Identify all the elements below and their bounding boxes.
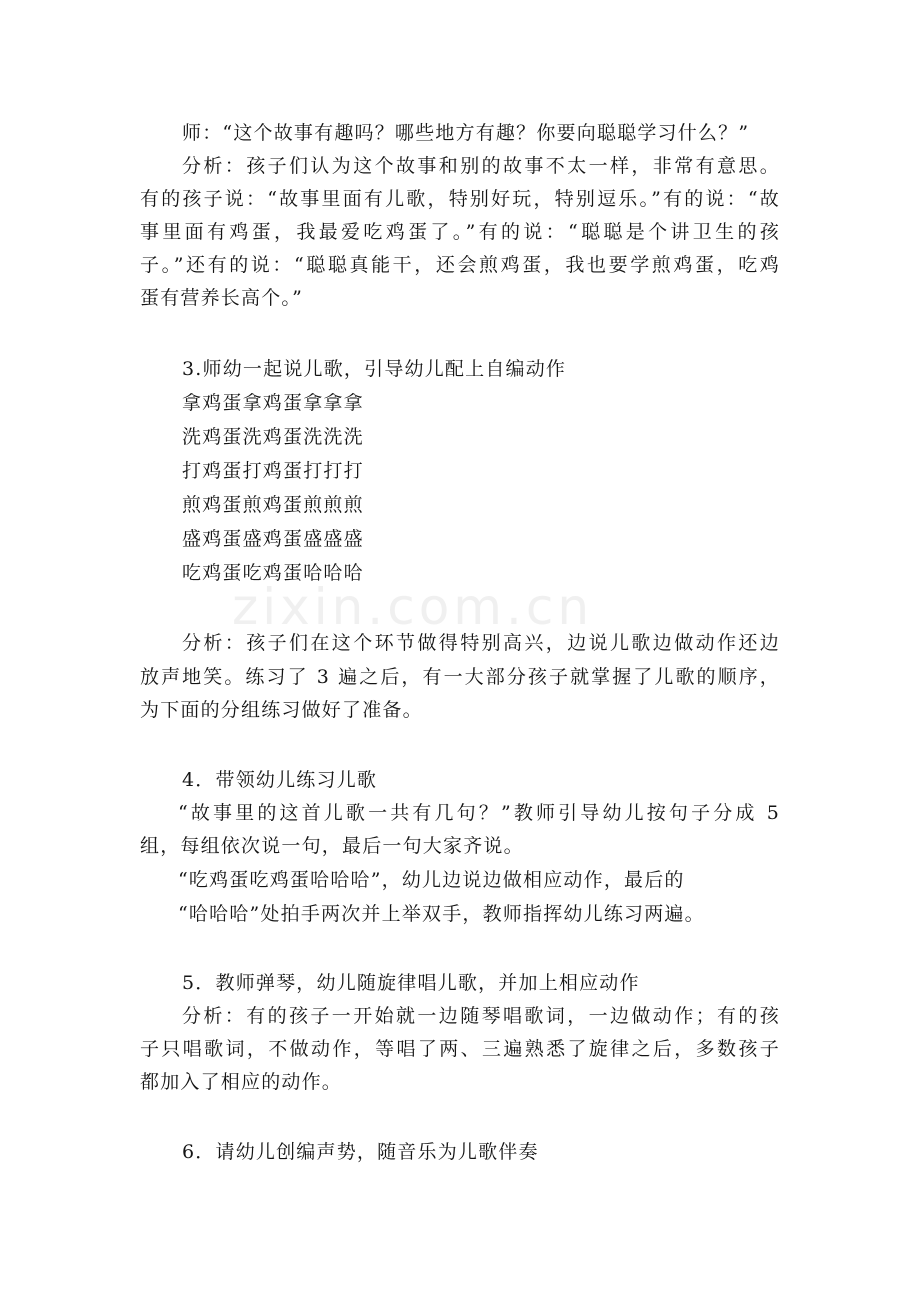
section-heading-4: 4．带领幼儿练习儿歌 <box>182 769 378 791</box>
teacher-question-line: 师：“这个故事有趣吗？哪些地方有趣？你要向聪聪学习什么？” <box>182 122 750 144</box>
analysis-paragraph-line: 子。”还有的说：“聪聪真能干，还会煎鸡蛋，我也要学煎鸡蛋，吃鸡 <box>140 254 780 276</box>
analysis-paragraph-line: 分析：孩子们认为这个故事和别的故事不太一样，非常有意思。 <box>182 155 780 177</box>
analysis-paragraph-line: 有的孩子说：“故事里面有儿歌，特别好玩，特别逗乐。”有的说：“故 <box>140 188 780 210</box>
analysis-paragraph-line: 分析：有的孩子一开始就一边随琴唱歌词，一边做动作；有的孩 <box>182 1005 780 1027</box>
analysis-paragraph-line: 子只唱歌词，不做动作，等唱了两、三遍熟悉了旋律之后，多数孩子 <box>140 1038 780 1060</box>
rhyme-line: 洗鸡蛋洗鸡蛋洗洗洗 <box>182 426 364 448</box>
body-paragraph-line: “吃鸡蛋吃鸡蛋哈哈哈”，幼儿边说边做相应动作，最后的 <box>178 869 685 891</box>
rhyme-line: 打鸡蛋打鸡蛋打打打 <box>182 460 364 482</box>
analysis-paragraph-line: 为下面的分组练习做好了准备。 <box>140 699 423 721</box>
section-heading-5: 5．教师弹琴，幼儿随旋律唱儿歌，并加上相应动作 <box>182 972 640 994</box>
analysis-paragraph-line: 放声地笑。练习了 3 遍之后，有一大部分孩子就掌握了儿歌的顺序， <box>140 666 780 688</box>
rhyme-line: 吃鸡蛋吃鸡蛋哈哈哈 <box>182 562 364 584</box>
body-paragraph-line: “故事里的这首儿歌一共有几句？”教师引导幼儿按句子分成 5 <box>178 802 780 824</box>
section-heading-6: 6．请幼儿创编声势，随音乐为儿歌伴奏 <box>182 1141 539 1163</box>
analysis-paragraph-line: 蛋有营养长高个。” <box>140 287 304 309</box>
analysis-paragraph-line: 事里面有鸡蛋，我最爱吃鸡蛋了。”有的说：“聪聪是个讲卫生的孩 <box>140 221 780 243</box>
rhyme-line: 盛鸡蛋盛鸡蛋盛盛盛 <box>182 528 364 550</box>
rhyme-line: 拿鸡蛋拿鸡蛋拿拿拿 <box>182 392 364 414</box>
section-heading-3: 3.师幼一起说儿歌，引导幼儿配上自编动作 <box>182 358 567 380</box>
watermark: zixin.com.cn <box>232 578 594 636</box>
body-paragraph-line: “哈哈哈”处拍手两次并上举双手，教师指挥幼儿练习两遍。 <box>178 903 705 925</box>
body-paragraph-line: 组，每组依次说一句，最后一句大家齐说。 <box>140 835 524 857</box>
analysis-paragraph-line: 分析：孩子们在这个环节做得特别高兴，边说儿歌边做动作还边 <box>182 632 780 654</box>
rhyme-line: 煎鸡蛋煎鸡蛋煎煎煎 <box>182 494 364 516</box>
analysis-paragraph-line: 都加入了相应的动作。 <box>140 1071 343 1093</box>
